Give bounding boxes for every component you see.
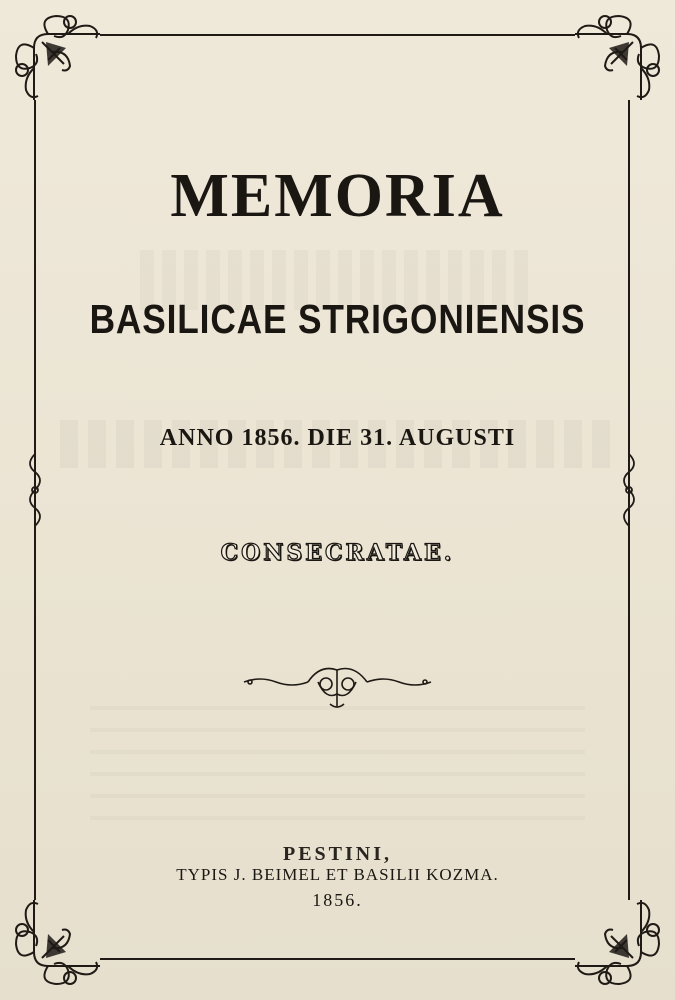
page-title: MEMORIA [170,162,505,230]
imprint-printer: TYPIS J. BEIMEL ET BASILII KOZMA. [176,865,499,884]
imprint-year: 1856. [312,890,363,910]
imprint-place: PESTINI, [282,843,393,865]
side-scroll-icon [23,450,47,530]
frame-border-bottom [100,958,575,960]
consecration-date: ANNO 1856. DIE 31. AUGUSTI [159,425,516,451]
floral-divider-icon [240,660,435,712]
corner-flourish-icon [8,8,108,108]
side-scroll-icon [617,450,641,530]
show-through-texture [90,700,585,820]
frame-border-top [100,34,575,36]
consecration-word: CONSECRATAE. [220,540,455,566]
corner-flourish-icon [567,8,667,108]
page-subtitle: BASILICAE STRIGONIENSIS [89,296,586,342]
